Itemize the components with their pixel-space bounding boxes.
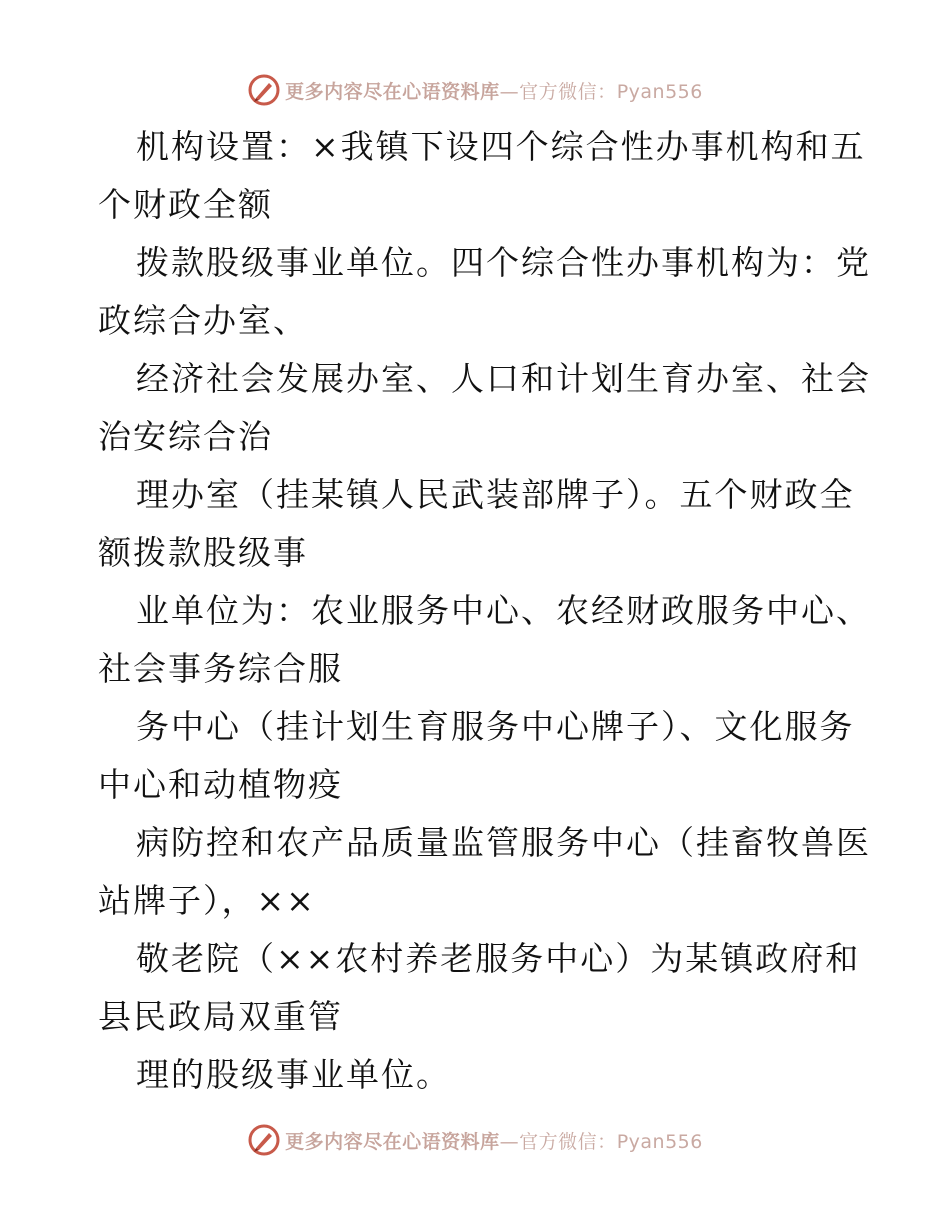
banner-wechat-id: Pyan556 [616,1130,703,1153]
header-banner [0,70,950,110]
banner-main-text: 更多内容尽在心语资料库 [285,80,500,103]
text-line: 拨款股级事业单位。四个综合性办事机构为：党 [136,243,871,282]
banner-text [285,77,703,104]
text-line: 理办室（挂某镇人民武装部牌子）。五个财政全 [136,475,855,514]
text-line: 务中心（挂计划生育服务中心牌子）、文化服务 [136,707,855,746]
banner-wechat-label: 官方微信： [519,1130,617,1153]
banner-wechat-id: Pyan556 [616,80,703,103]
text-line: 机构设置：×我镇下设四个综合性办事机构和五 [136,127,866,166]
text-line: 病防控和农产品质量监管服务中心（挂畜牧兽医 [136,823,871,862]
banner-separator: — [499,1130,520,1153]
text-line: 县民政局双重管 [98,997,343,1036]
banner-text [285,1127,703,1154]
document-body [98,118,871,1104]
text-line: 站牌子），×× [98,881,316,920]
banner-separator: — [499,80,520,103]
text-line: 业单位为：农业服务中心、农经财政服务中心、 [136,591,871,630]
text-line: 个财政全额 [98,185,273,224]
text-line: 中心和动植物疫 [98,765,343,804]
banner-wechat-label: 官方微信： [519,80,617,103]
text-line: 治安综合治 [98,417,273,456]
text-line: 理的股级事业单位。 [136,1055,451,1094]
text-line: 社会事务综合服 [98,649,343,688]
banner-main-text: 更多内容尽在心语资料库 [285,1130,500,1153]
text-line: 政综合办室、 [98,301,308,340]
text-line: 额拨款股级事 [98,533,308,572]
text-line: 经济社会发展办室、人口和计划生育办室、社会 [136,359,871,398]
footer-banner [0,1120,950,1160]
pen-logo-icon [247,1123,281,1157]
text-line: 敬老院（××农村养老服务中心）为某镇政府和 [136,939,861,978]
pen-logo-icon [247,73,281,107]
